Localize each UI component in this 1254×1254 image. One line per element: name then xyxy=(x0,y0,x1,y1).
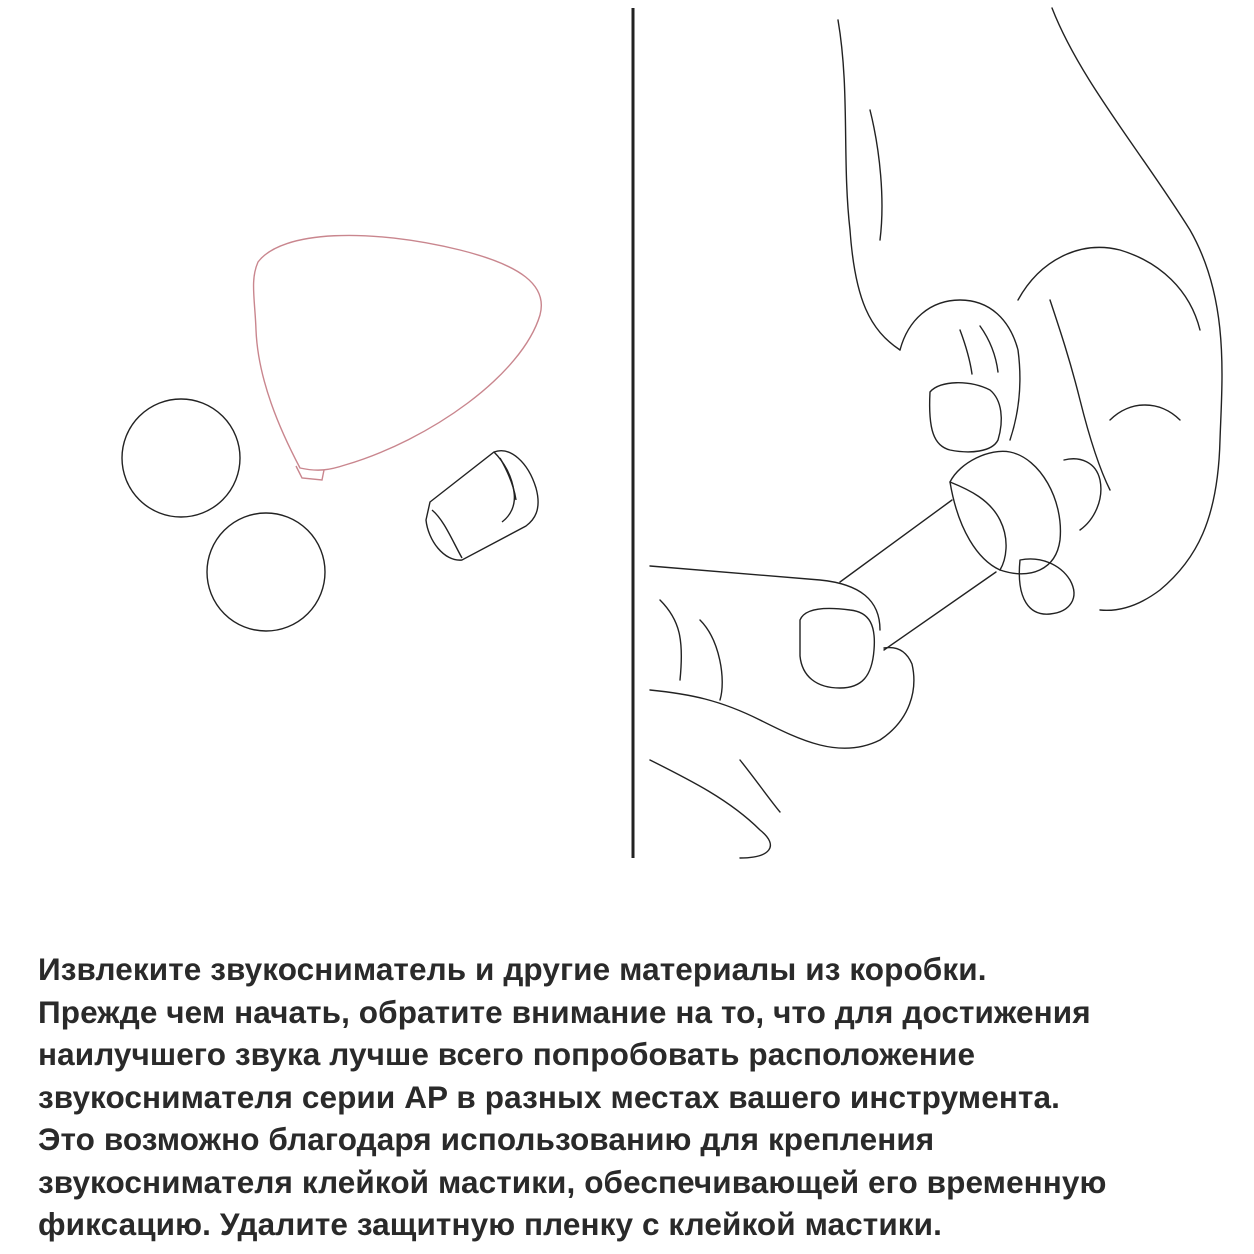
instruction-line: звукоснимателя серии AP в разных местах вашего инструмента. xyxy=(38,1078,1060,1115)
instructions-text xyxy=(38,948,1228,1246)
putty-ball-1 xyxy=(122,399,240,517)
putty-ball-2 xyxy=(207,513,325,631)
pickup-outline xyxy=(254,235,542,470)
instruction-line: наилучшего звука лучше всего попробовать расположение xyxy=(38,1036,976,1072)
instruction-line: Прежде чем начать, обратите внимание на то, что для достижения xyxy=(38,993,1091,1030)
instruction-line: фиксацию. Удалите защитную пленку с клейкой мастики. xyxy=(38,1206,942,1242)
adhesive-roll xyxy=(426,451,538,560)
hands-peeling-film xyxy=(650,8,1222,858)
box-contents xyxy=(122,235,541,631)
instruction-line: Это возможно благодаря использованию для крепления xyxy=(38,1121,935,1157)
instruction-line: Извлеките звукосниматель и другие материалы из коробки. xyxy=(38,951,987,987)
instruction-line: звукоснимателя клейкой мастики, обеспечивающей его временную xyxy=(38,1163,1107,1200)
